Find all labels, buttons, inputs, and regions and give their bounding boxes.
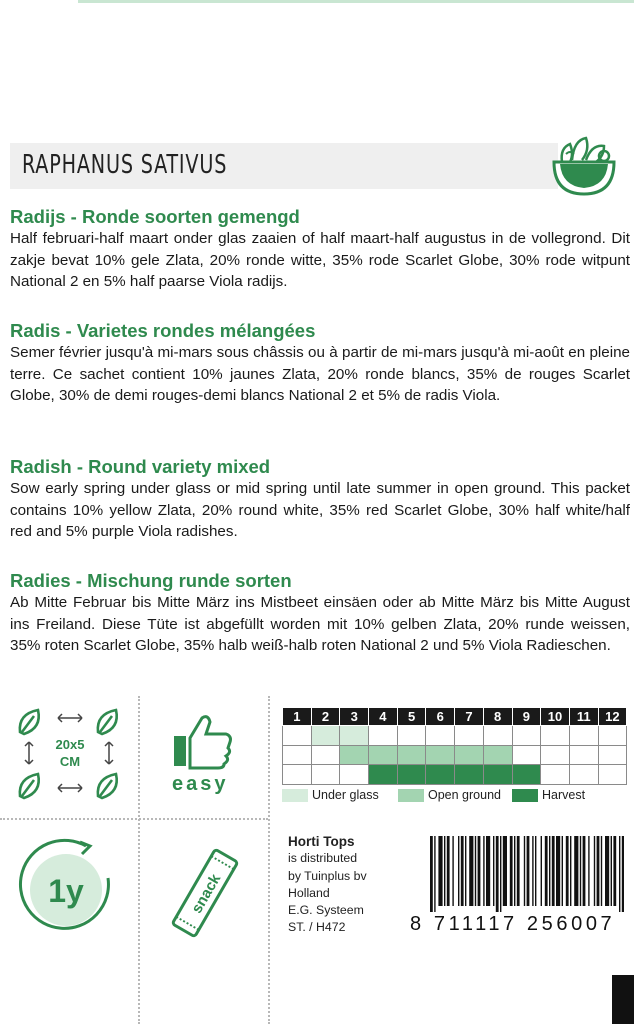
- calendar-cell: [598, 726, 627, 746]
- barcode-bar: [461, 836, 464, 906]
- calendar-cell: [541, 765, 570, 785]
- barcode-bar: [605, 836, 609, 906]
- snack-bar-icon: [160, 848, 250, 938]
- calendar-month: 11: [569, 708, 598, 726]
- text-line: Zlata, 20% runde weissen, 35% roten Scarlet Globe, 35% halb weiß-halb: [10, 615, 630, 654]
- barcode-bar: [619, 836, 620, 912]
- barcode-bar: [566, 836, 569, 906]
- calendar-cell: [426, 726, 455, 746]
- barcode-bar: [532, 836, 533, 906]
- distributor-line: E.G. Systeem: [288, 903, 364, 918]
- barcode: [430, 836, 624, 912]
- barcode-bar: [622, 836, 624, 912]
- calendar-cell: [311, 726, 340, 746]
- calendar-cell: [455, 745, 484, 765]
- barcode-bar: [597, 836, 600, 906]
- barcode-number: 8 711117 256007: [410, 913, 616, 935]
- barcode-bar: [458, 836, 459, 906]
- calendar-cell: [426, 745, 455, 765]
- legend-label: Harvest: [542, 788, 586, 802]
- text-line: National 2 et 5% de radis Viola.: [288, 387, 501, 404]
- barcode-bar: [570, 836, 571, 906]
- text-line: Semer février jusqu'à mi-mars sous châssis ou à partir de mi-mars jusqu'à: [10, 344, 509, 361]
- thumbs-up-icon: [168, 712, 238, 772]
- calendar-month: 4: [369, 708, 398, 726]
- calendar-cell: [311, 745, 340, 765]
- calendar-cell: [569, 765, 598, 785]
- calendar-cell: [369, 765, 398, 785]
- calendar-cell: [569, 726, 598, 746]
- calendar-cell: [340, 726, 369, 746]
- vertical-divider: [268, 696, 270, 1024]
- text-line: blancs, 35% de rouges Scarlet Globe, 30% de demi rouges-demi blancs: [10, 365, 630, 404]
- edge-marker: [612, 975, 634, 1024]
- barcode-bar: [503, 836, 507, 906]
- barcode-bar: [562, 836, 563, 906]
- text-line: vollegrond. Dit zakje bevat 10% gele Zlata, 20% ronde witte, 35% rode Scarlet: [10, 230, 630, 269]
- barcode-bar: [510, 836, 513, 906]
- calendar-cell: [369, 745, 398, 765]
- calendar-cell: [397, 765, 426, 785]
- section-german: [10, 570, 630, 657]
- calendar-cell: [541, 745, 570, 765]
- calendar-month-header: [283, 708, 627, 726]
- barcode-bar: [475, 836, 476, 906]
- section-english: [10, 456, 630, 543]
- barcode-bar: [545, 836, 548, 906]
- difficulty-label: easy: [172, 773, 229, 795]
- barcode-bar: [541, 836, 542, 906]
- barcode-bar: [434, 836, 435, 912]
- vertical-divider: [138, 696, 140, 1024]
- text-line: Scarlet Globe, 30% half white/half red and 5% purple Viola radishes.: [10, 501, 630, 540]
- calendar-month: 1: [283, 708, 312, 726]
- plant-spacing-icon: [12, 704, 128, 804]
- barcode-bar: [583, 836, 586, 906]
- barcode-bar: [483, 836, 484, 906]
- legend-swatch: [282, 789, 308, 802]
- barcode-bar: [486, 836, 490, 906]
- section-text: [10, 342, 630, 407]
- text-line: Globe, 30% rode witpunt National 2 en 5% half paarse Viola radijs.: [10, 251, 630, 290]
- text-line: mi-août en pleine terre. Ce sachet contient 10% jaunes Zlata, 20% ronde: [10, 344, 630, 383]
- section-text: [10, 228, 630, 293]
- text-line: Sow early spring under glass or mid spring until late summer in open: [10, 480, 489, 497]
- text-line: bis Mitte August ins Freiland. Diese Tüte ist abgefüllt worden mit 10% gelben: [10, 594, 630, 633]
- calendar-cell: [283, 726, 312, 746]
- barcode-bar: [496, 836, 499, 912]
- barcode-bar: [611, 836, 612, 906]
- calendar-cell: [455, 726, 484, 746]
- text-line: roten National 2 und 5% Viola Radieschen.: [321, 637, 611, 654]
- calendar-cell: [598, 765, 627, 785]
- calendar-cell: [483, 726, 512, 746]
- barcode-bar: [465, 836, 466, 906]
- barcode-bar: [447, 836, 450, 906]
- legend-label: Under glass: [312, 788, 379, 802]
- section-dutch: [10, 206, 630, 293]
- spacing-unit: CM: [59, 754, 81, 769]
- section-title: Radies - Mischung runde sorten: [10, 570, 292, 591]
- distributor-line: ST. / H472: [288, 920, 346, 935]
- barcode-bar: [524, 836, 525, 906]
- text-line: Half februari-half maart onder glas zaaien of half maart-half augustus in de: [10, 230, 526, 247]
- barcode-bar: [552, 836, 555, 906]
- lifespan-value: 1y: [48, 873, 84, 909]
- legend-swatch: [512, 789, 538, 802]
- brand-name: Horti Tops: [288, 834, 355, 849]
- calendar-cell: [283, 745, 312, 765]
- horizontal-divider: [0, 818, 268, 820]
- salad-bowl-icon: [548, 132, 620, 198]
- calendar-month: 10: [541, 708, 570, 726]
- distributor-info: [288, 833, 367, 937]
- top-accent-line: [78, 0, 634, 3]
- barcode-bar: [514, 836, 515, 906]
- calendar-cell: [512, 745, 541, 765]
- calendar-row: [283, 765, 627, 785]
- calendar-cell: [397, 745, 426, 765]
- barcode-bar: [556, 836, 560, 906]
- distributor-line: by Tuinplus bv: [288, 868, 367, 883]
- section-title: Radis - Varietes rondes mélangées: [10, 320, 316, 341]
- annual-cycle-icon: [16, 838, 116, 938]
- barcode-bar: [438, 836, 442, 906]
- calendar-month: 6: [426, 708, 455, 726]
- calendar-cell: [311, 765, 340, 785]
- barcode-bar: [444, 836, 445, 906]
- barcode-bar: [580, 836, 581, 906]
- barcode-bar: [527, 836, 530, 906]
- calendar-cell: [512, 765, 541, 785]
- text-line: ground. This packet contains 10% yellow Zlata, 20% round white, 35% red: [10, 480, 630, 519]
- barcode-bar: [613, 836, 616, 906]
- calendar-month: 2: [311, 708, 340, 726]
- calendar-cell: [483, 745, 512, 765]
- calendar-month: 7: [455, 708, 484, 726]
- spacing-value: 20x5: [55, 737, 85, 752]
- distributor-line: Holland: [288, 885, 330, 900]
- legend-swatch: [398, 789, 424, 802]
- legend-label: Open ground: [428, 788, 501, 802]
- barcode-bar: [549, 836, 550, 906]
- calendar-month: 12: [598, 708, 627, 726]
- barcode-bar: [493, 836, 494, 906]
- calendar-month: 5: [397, 708, 426, 726]
- snack-label: snack: [188, 871, 225, 917]
- calendar-cell: [340, 765, 369, 785]
- text-line: Ab Mitte Februar bis Mitte März ins Mistbeet einsäen oder ab Mitte März: [10, 594, 514, 611]
- barcode-bar: [430, 836, 433, 912]
- barcode-bar: [601, 836, 602, 906]
- calendar-cell: [455, 765, 484, 785]
- calendar-cell: [397, 726, 426, 746]
- barcode-bar: [469, 836, 473, 906]
- calendar-month: 8: [483, 708, 512, 726]
- barcode-bar: [588, 836, 589, 906]
- barcode-bar: [517, 836, 520, 906]
- calendar-row: [283, 745, 627, 765]
- distributor-line: is distributed: [288, 851, 358, 866]
- barcode-bar: [478, 836, 481, 906]
- latin-name: RAPHANUS SATIVUS: [22, 150, 228, 180]
- calendar-month: 9: [512, 708, 541, 726]
- barcode-bar: [500, 836, 501, 912]
- sowing-calendar: [282, 707, 627, 785]
- calendar-cell: [541, 726, 570, 746]
- section-title: Radish - Round variety mixed: [10, 456, 271, 477]
- barcode-bar: [452, 836, 453, 906]
- section-title: Radijs - Ronde soorten gemengd: [10, 206, 300, 227]
- section-text: [10, 592, 630, 657]
- calendar-cell: [340, 745, 369, 765]
- barcode-bar: [594, 836, 595, 906]
- calendar-cell: [426, 765, 455, 785]
- calendar-cell: [483, 765, 512, 785]
- section-text: [10, 478, 630, 543]
- section-french: [10, 320, 630, 407]
- calendar-cell: [569, 745, 598, 765]
- barcode-bar: [574, 836, 578, 906]
- barcode-bar: [535, 836, 536, 906]
- calendar-cell: [369, 726, 398, 746]
- calendar-cell: [512, 726, 541, 746]
- calendar-cell: [598, 745, 627, 765]
- calendar-row: [283, 726, 627, 746]
- calendar-month: 3: [340, 708, 369, 726]
- calendar-cell: [283, 765, 312, 785]
